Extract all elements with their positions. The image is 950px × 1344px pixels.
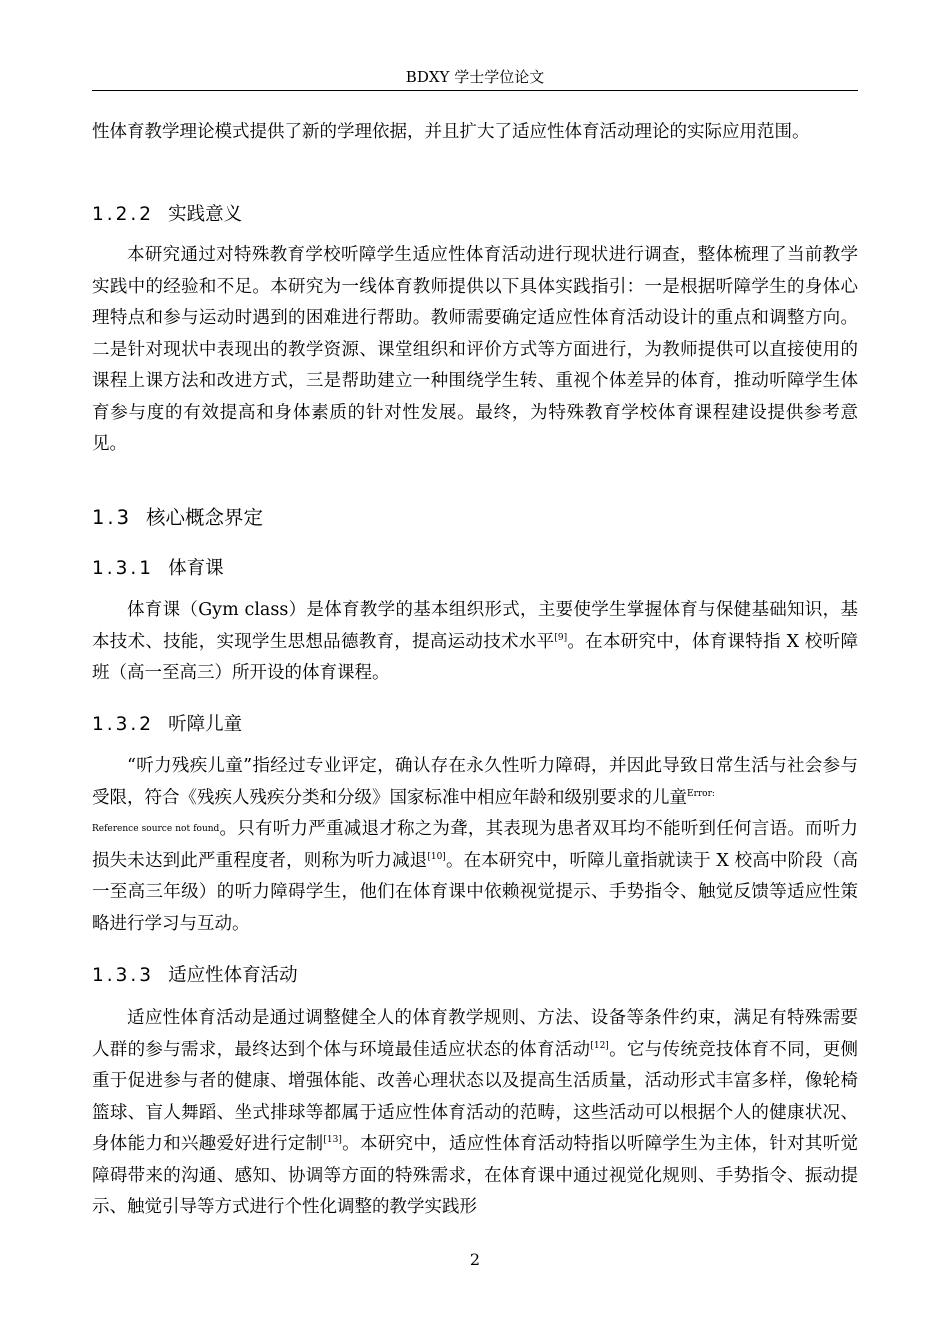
heading-1-3-1	[92, 555, 224, 583]
paragraph-text: 。在本研究中，听障儿童指就读于 X 校高中阶段（高一至高三年级）的听力障碍学生，他们在体育课中依赖视觉提示、手势指令、触觉反馈等适应性策略进行学习与互动。	[92, 850, 858, 934]
citation-ref: [13]	[323, 1135, 342, 1146]
paragraph-text: 适应性体育活动是通过调整健全人的体育教学规则、方法、设备等条件约束，满足有特殊需要人群的参与需求，最终达到个体与环境最佳适应状态的体育活动	[92, 1008, 858, 1060]
heading-1-3-2	[92, 711, 242, 739]
heading-title: 体育课	[168, 558, 224, 579]
paragraph-text: 。它与传统竞技体育不同，更侧重于促进参与者的健康、增强体能、改善心理状态以及提高生活质量，活动形式丰富多样，像轮椅篮球、盲人舞蹈、坐式排球等都属于适应性体育活动的范畴，这些活动可以根据个人的健康状况、身体能力和兴趣爱好进行定制	[92, 1039, 858, 1154]
paragraph-text: 。只有听力严重减退才称之为聋，其表现为患者双耳均不能听到任何言语。而听力损失未达到此严重程度者，则称为听力减退	[92, 819, 858, 871]
adaptive-pe-paragraph	[92, 1003, 858, 1224]
heading-1-2-2	[92, 201, 242, 229]
heading-title: 核心概念界定	[146, 506, 264, 529]
heading-1-3	[92, 503, 263, 533]
page-number: 2	[469, 1250, 481, 1269]
pe-class-paragraph	[92, 595, 858, 690]
heading-number: 1.3.2	[92, 714, 155, 735]
heading-title: 实践意义	[168, 204, 243, 225]
heading-number: 1.3.1	[92, 558, 155, 579]
paragraph-text: 。本研究中，适应性体育活动特指以听障学生为主体，针对其听觉障碍带来的沟通、感知、协调等方面的特殊需求，在体育课中通过视觉化规则、手势指令、振动提示、触觉引导等方式进行个性化调整的教学实践形	[92, 1134, 858, 1217]
hearing-impaired-paragraph	[92, 751, 858, 940]
heading-number: 1.3	[92, 506, 133, 529]
heading-number: 1.3.3	[92, 965, 155, 986]
intro-paragraph: 性体育教学理论模式提供了新的学理依据，并且扩大了适应性体育活动理论的实际应用范围。	[92, 122, 810, 142]
citation-ref: [9]	[554, 632, 568, 643]
heading-title: 适应性体育活动	[168, 965, 298, 986]
heading-title: 听障儿童	[168, 714, 243, 735]
practice-significance-paragraph: 本研究通过对特殊教育学校听障学生适应性体育活动进行现状进行调查，整体梳理了当前教学实践中的经验和不足。本研究为一线体育教师提供以下具体实践指引：一是根据听障学生的身体心理特点和参与运动时遇到的困难进行帮助。教师需要确定适应性体育活动设计的重点和调整方向。二是针对现状中表现出的教学资源、课堂组织和评价方式等方面进行，为教师提供可以直接使用的课程上课方法和改进方式，三是帮助建立一种围绕学生转、重视个体差异的体育，推动听障学生体育参与度的有效提高和身体素质的针对性发展。最终，为特殊教育学校体育课程建设提供参考意见。	[92, 245, 858, 454]
paragraph-text: 。在本研究中，体育课特指 X 校听障班（高一至高三）所开设的体育课程。	[92, 631, 858, 683]
header-rule	[92, 90, 858, 91]
broken-citation-error: Error:	[687, 788, 715, 799]
broken-citation-error: Reference source not found	[92, 824, 220, 834]
heading-1-3-3	[92, 962, 298, 990]
paragraph-text: 体育课（Gym class）是体育教学的基本组织形式，主要使学生掌握体育与保健基础知识，基本技术、技能，实现学生思想品德教育，提高运动技术水平	[92, 600, 858, 652]
heading-number: 1.2.2	[92, 204, 155, 225]
paragraph-text: “听力残疾儿童”指经过专业评定，确认存在永久性听力障碍，并因此导致日常生活与社会参与受限，符合《残疾人残疾分类和分级》国家标准中相应年龄和级别要求的儿童	[92, 756, 858, 808]
citation-ref: [10]	[427, 851, 446, 862]
running-header: BDXY 学士学位论文	[405, 68, 545, 86]
citation-ref: [12]	[590, 1040, 609, 1051]
